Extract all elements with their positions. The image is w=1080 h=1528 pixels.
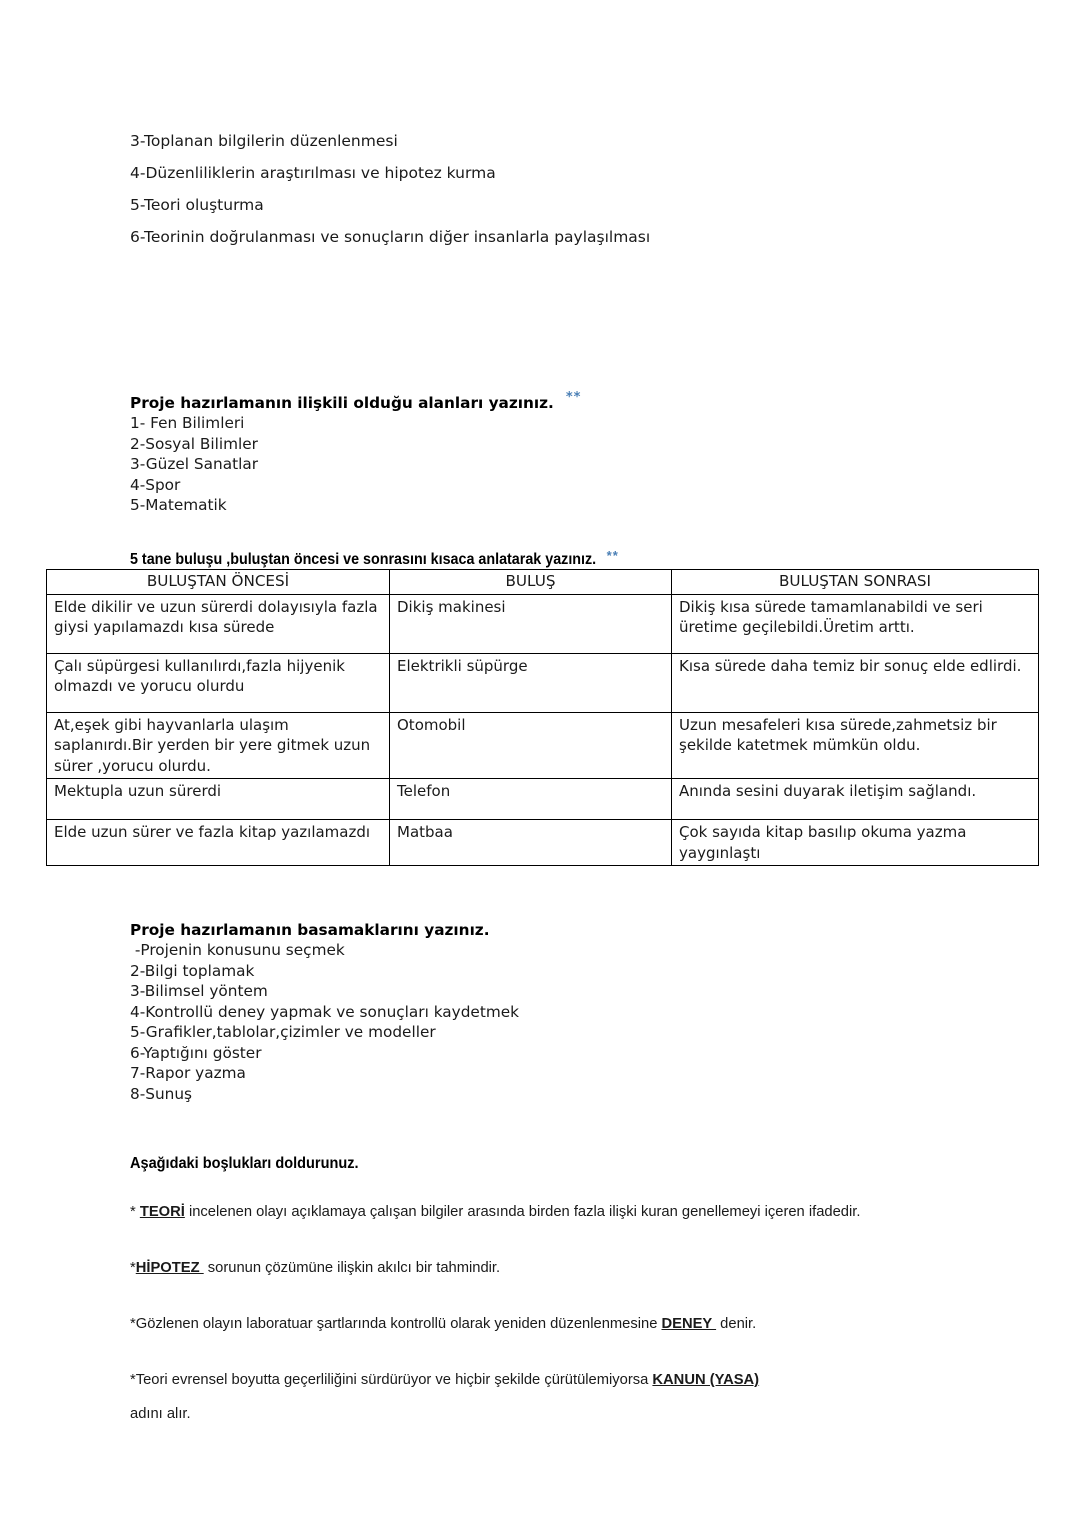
inventions-table-heading-row <box>130 548 620 569</box>
related-fields-heading: Proje hazırlamanın ilişkili olduğu alanları yazınız. <box>130 394 554 412</box>
list-item: -Projenin konusunu seçmek <box>130 941 345 959</box>
blank-prefix: *Gözlenen olayın laboratuar şartlarında kontrollü olarak yeniden düzenlenmesine <box>130 1315 662 1332</box>
table-row <box>47 779 1039 820</box>
list-item: 2-Sosyal Bilimler <box>130 434 258 453</box>
blank-suffix: denir. <box>716 1315 757 1332</box>
blank-prefix: * <box>130 1203 140 1220</box>
blank-prefix: * <box>130 1259 136 1276</box>
related-fields-section <box>130 390 980 516</box>
list-item: 8-Sunuş <box>130 1084 193 1103</box>
cell-before: Elde dikilir ve uzun sürerdi dolayısıyla fazla giysi yapılamazdı kısa sürede <box>47 594 390 653</box>
blank-answer: HİPOTEZ <box>135 1259 204 1276</box>
cell-invention: Matbaa <box>390 820 672 866</box>
fill-in-blank-item <box>130 1307 964 1341</box>
cell-after: Çok sayıda kitap basılıp okuma yazma yaygınlaştı <box>672 820 1039 866</box>
list-item: 6-Yaptığını göster <box>130 1043 262 1062</box>
blank-answer: TEORİ <box>139 1203 185 1220</box>
table-row <box>47 653 1039 712</box>
fill-in-blank-item <box>130 1251 964 1285</box>
fill-in-blanks-heading: Aşağıdaki boşlukları doldurunuz. <box>130 1155 359 1172</box>
list-item: 5-Matematik <box>130 496 227 514</box>
fill-in-blanks-section <box>130 1155 990 1453</box>
asterisk-marker: ** <box>565 390 582 405</box>
fill-in-blank-item <box>130 1195 964 1229</box>
cell-invention: Telefon <box>390 779 672 820</box>
project-steps-section <box>130 920 980 1104</box>
list-item: 3-Güzel Sanatlar <box>130 455 258 473</box>
cell-invention: Dikiş makinesi <box>390 594 672 653</box>
blank-answer: KANUN (YASA) <box>652 1371 760 1388</box>
inventions-table <box>46 569 1039 866</box>
cell-after: Kısa sürede daha temiz bir sonuç elde edlirdi. <box>672 653 1039 712</box>
table-header-row <box>47 570 1039 595</box>
cell-after: Anında sesini duyarak iletişim sağlandı. <box>672 779 1039 820</box>
list-item: 3-Toplanan bilgilerin düzenlenmesi <box>130 132 398 150</box>
project-steps-heading-row <box>130 920 980 940</box>
blank-answer: DENEY <box>661 1315 717 1332</box>
table-row <box>47 820 1039 866</box>
list-item: 4-Düzenliliklerin araştırılması ve hipotez kurma <box>130 164 496 182</box>
list-item: 6-Teorinin doğrulanması ve sonuçların diğer insanlarla paylaşılması <box>130 228 651 246</box>
column-header-after: BULUŞTAN SONRASI <box>672 570 1039 595</box>
related-fields-heading-row <box>130 390 980 413</box>
list-item: 2-Bilgi toplamak <box>130 961 255 980</box>
cell-before: Çalı süpürgesi kullanılırdı,fazla hijyenik olmazdı ve yorucu olurdu <box>47 653 390 712</box>
list-item: 4-Spor <box>130 475 181 494</box>
list-item: 5-Grafikler,tablolar,çizimler ve modeller <box>130 1023 436 1041</box>
table-row <box>47 712 1039 779</box>
column-header-before: BULUŞTAN ÖNCESİ <box>47 570 390 595</box>
list-item: 1- Fen Bilimleri <box>130 414 245 432</box>
list-item: 3-Bilimsel yöntem <box>130 982 268 1000</box>
cell-before: At,eşek gibi hayvanlarla ulaşım saplanırdı.Bir yerden bir yere gitmek uzun sürer ,yorucu olurdu. <box>47 712 390 779</box>
blank-suffix: sorunun çözümüne ilişkin akılcı bir tahmindir. <box>203 1259 501 1276</box>
list-item: 5-Teori oluşturma <box>130 196 264 214</box>
inventions-table-heading: 5 tane buluşu ,buluştan öncesi ve sonrasını kısaca anlatarak yazınız. <box>130 551 597 568</box>
cell-after: Dikiş kısa sürede tamamlanabildi ve seri üretime geçilebildi.Üretim arttı. <box>672 594 1039 653</box>
list-item: 7-Rapor yazma <box>130 1064 246 1082</box>
cell-before: Elde uzun sürer ve fazla kitap yazılamazdı <box>47 820 390 866</box>
cell-invention: Otomobil <box>390 712 672 779</box>
scientific-method-steps-list <box>130 125 950 253</box>
blank-tail: adını alır. <box>130 1405 191 1422</box>
cell-before: Mektupla uzun sürerdi <box>47 779 390 820</box>
list-item: 4-Kontrollü deney yapmak ve sonuçları kaydetmek <box>130 1002 520 1021</box>
column-header-invention: BULUŞ <box>390 570 672 595</box>
table-row <box>47 594 1039 653</box>
cell-invention: Elektrikli süpürge <box>390 653 672 712</box>
asterisk-marker: ** <box>606 548 620 563</box>
cell-after: Uzun mesafeleri kısa sürede,zahmetsiz bir şekilde katetmek mümkün oldu. <box>672 712 1039 779</box>
project-steps-heading: Proje hazırlamanın basamaklarını yazınız. <box>130 921 490 939</box>
blank-suffix: incelenen olayı açıklamaya çalışan bilgiler arasında birden fazla ilişki kuran genellemeyi içeren ifadedir. <box>184 1203 861 1220</box>
fill-in-blank-item <box>130 1363 964 1431</box>
blank-prefix: *Teori evrensel boyutta geçerliliğini sürdürüyor ve hiçbir şekilde çürütülemiyorsa <box>130 1371 653 1388</box>
